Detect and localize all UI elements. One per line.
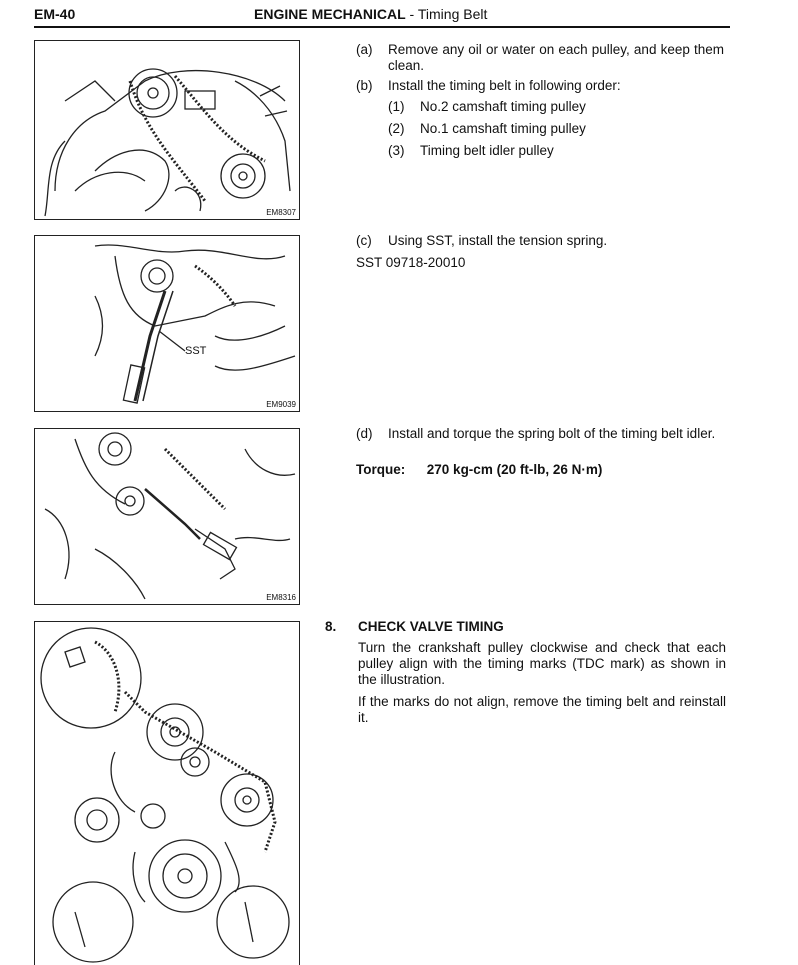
- paragraph: If the marks do not align, remove the timing belt and reinstall it.: [358, 694, 726, 725]
- step-title: CHECK VALVE TIMING: [358, 619, 504, 634]
- step-label: (c): [356, 233, 372, 248]
- step-text: Using SST, install the tension spring.: [388, 233, 608, 248]
- step-a: [356, 42, 726, 76]
- page-header: [34, 4, 730, 26]
- page-code: EM-40: [34, 6, 76, 22]
- step-number: 8.: [325, 619, 337, 634]
- list-item-text: No.2 camshaft timing pulley: [420, 99, 586, 114]
- step-label: (a): [356, 42, 373, 57]
- list-item: [388, 99, 726, 117]
- sst-number: SST 09718-20010: [356, 255, 466, 270]
- header-rule: [34, 26, 730, 28]
- section-title: ENGINE MECHANICAL: [254, 6, 406, 22]
- figure-torque-bolt: [34, 428, 300, 605]
- list-item-label: (2): [388, 121, 405, 136]
- step-d: [356, 426, 726, 460]
- figure-valve-timing: [34, 621, 300, 965]
- figure-code: EM8307: [266, 208, 296, 217]
- torque-label: Torque:: [356, 462, 406, 477]
- list-item-label: (1): [388, 99, 405, 114]
- figure-install-belt: [34, 40, 300, 220]
- figure-code: EM9039: [266, 400, 296, 409]
- valve-timing-illustration: [35, 622, 299, 965]
- title-separator: -: [405, 6, 418, 22]
- topic-title: Timing Belt: [417, 6, 488, 22]
- step-b: [356, 78, 726, 96]
- list-item-label: (3): [388, 143, 405, 158]
- list-item: [388, 143, 726, 161]
- page-title: [254, 6, 487, 22]
- step-text: Install the timing belt in following order:: [388, 78, 621, 93]
- figure-sst-spring: [34, 235, 300, 412]
- list-item-text: Timing belt idler pulley: [420, 143, 554, 158]
- step-text: Install and torque the spring bolt of the timing belt idler.: [388, 426, 716, 441]
- torque-spec: [356, 462, 602, 477]
- step-label: (d): [356, 426, 373, 441]
- torque-wrench-illustration: [35, 429, 299, 604]
- paragraph: Turn the crankshaft pulley clockwise and check that each pulley align with the timing marks (TDC mark) as shown in the illustration.: [358, 640, 726, 687]
- sst-tool-illustration: [35, 236, 299, 411]
- step-label: (b): [356, 78, 373, 93]
- step-c: [356, 233, 726, 251]
- sst-callout-label: SST: [185, 345, 207, 357]
- figure-code: EM8316: [266, 593, 296, 602]
- step-text: Remove any oil or water on each pulley, and keep them clean.: [388, 42, 724, 73]
- engine-belt-illustration: [35, 41, 299, 219]
- torque-value: 270 kg-cm (20 ft-lb, 26 N·m): [426, 462, 603, 477]
- list-item-text: No.1 camshaft timing pulley: [420, 121, 586, 136]
- list-item: [388, 121, 726, 139]
